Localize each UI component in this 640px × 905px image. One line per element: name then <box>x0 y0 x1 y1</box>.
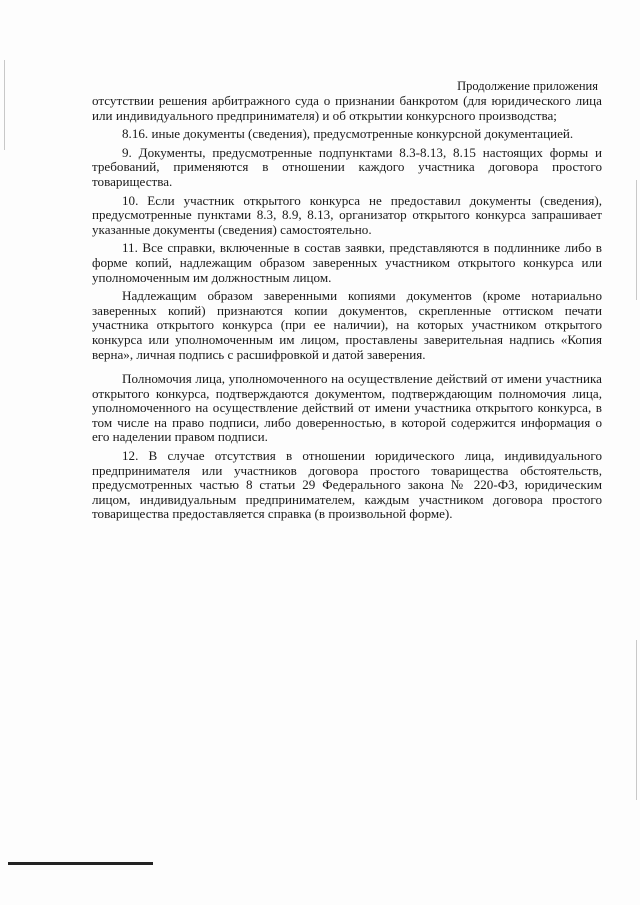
paragraph-11: 11. Все справки, включенные в состав заявки, представляются в подлиннике либо в форме копий, надлежащим образом заверенных участником открытого конкурса или уполномоченным им должностным лицом. <box>92 240 602 285</box>
paragraph-10: 10. Если участник открытого конкурса не предоставил документы (сведения), предусмотренные пунктами 8.3, 8.9, 8.13, организатор открытого конкурса запрашивает указанные документы (сведения) самостоятельно. <box>92 192 602 237</box>
paragraph-authority: Полномочия лица, уполномоченного на осуществление действий от имени участника открытого конкурса, подтверждаются документом, подтверждающим полномочия лица, уполномоченного на осуществление действий от имени участника открытого конкурса, в том числе на право подписи, либо доверенностью, в которой содержится информация о его наделении правом подписи. <box>92 371 602 445</box>
scan-edge-mark <box>4 60 5 150</box>
scan-edge-mark <box>636 180 637 300</box>
scan-edge-mark <box>636 640 637 800</box>
continuation-note: Продолжение приложения <box>457 79 598 93</box>
paragraph-9: 9. Документы, предусмотренные подпунктами 8.3-8.13, 8.15 настоящих формы и требований, применяются в отношении каждого участника договора простого товарищества. <box>92 144 602 189</box>
paragraph-8-16: 8.16. иные документы (сведения), предусмотренные конкурсной документацией. <box>122 126 574 142</box>
paragraph-bankruptcy-continuation: отсутствии решения арбитражного суда о признании банкротом (для юридического лица или индивидуального предпринимателя) и об открытии конкурсного производства; <box>92 93 602 123</box>
paragraph-12: 12. В случае отсутствия в отношении юридического лица, индивидуального предпринимателя или участников договора простого товарищества обстоятельств, предусмотренных частью 8 статьи 29 Федерального закона № 220-ФЗ, юридическим лицом, индивидуальным предпринимателем, каждым участником договора простого товарищества предоставляется справка (в произвольной форме). <box>92 448 602 522</box>
bottom-rule-line <box>8 862 153 865</box>
paragraph-certified-copies: Надлежащим образом заверенными копиями документов (кроме нотариально заверенных копий) признаются копии документов, скрепленные оттиском печати участника открытого конкурса (при ее наличии), на которых участником открытого конкурса или уполномоченным им лицом, проставлены заверительная надпись «Копия верна», личная подпись с расшифровкой и датой заверения. <box>92 288 602 362</box>
document-body <box>92 94 602 526</box>
